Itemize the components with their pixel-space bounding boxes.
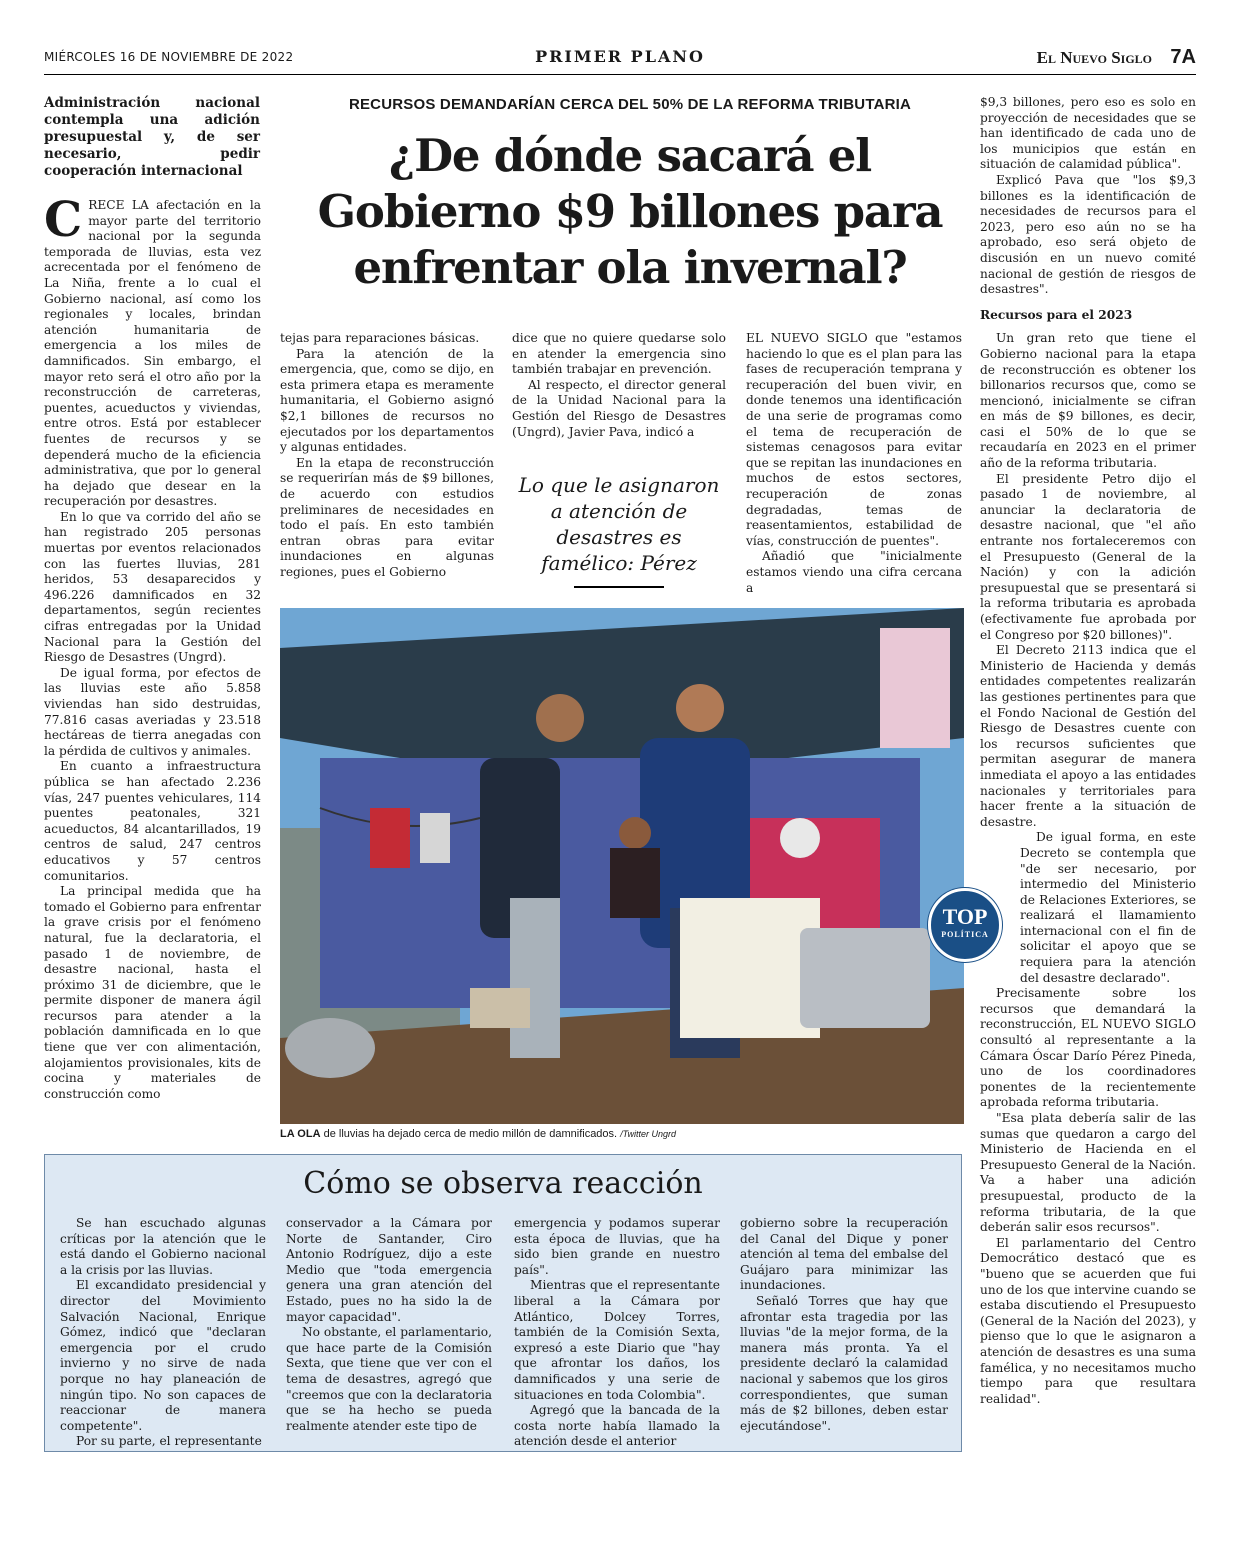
paragraph: Se han escuchado algunas críticas por la atención que le está dando el Gobierno nacional a la crisis por las lluvias. [60,1216,266,1277]
article-column-2 [280,331,494,581]
article-column-4 [746,331,962,596]
paragraph: $9,3 billones, pero eso es solo en proyección de necesidades que se han identificado de cada uno de los municipios que están en situación de calamidad pública". [980,95,1196,172]
article-headline: ¿De dónde sacará el Gobierno $9 billones para enfrentar ola invernal? [317,129,943,294]
paragraph: emergencia y podamos superar esta época de lluvias, que ha sido bien grande en nuestro país". [514,1216,720,1277]
paragraph: EL NUEVO SIGLO que "estamos haciendo lo que es el plan para las fases de recuperación temprana y recuperación del buen vivir, en donde tenemos una identificación de una serie de programas como el tema de recuperación de sistemas cenagosos para evitar que se repitan las inundaciones en muchos de estos sectores, recuperación de zonas degradadas, temas de reasentamientos, estabilidad de vías, construcción de puentes". [746,331,962,548]
badge-section-text: POLÍTICA [941,930,989,939]
sidebar-title: Cómo se observa reacción [303,1166,703,1201]
photo-caption [280,1128,676,1140]
paragraph: Explicó Pava que "los $9,3 billones es la identificación de necesidades de recursos para el 2023, pero eso aún no se ha aprobado, eso será objeto de discusión en un nuevo comité nacional de gestión de riesgos de desastres". [980,172,1196,297]
news-photo [280,608,964,1124]
sidebar-column-1 [60,1216,266,1450]
article-kicker: RECURSOS DEMANDARÍAN CERCA DEL 50% DE LA REFORMA TRIBUTARIA [348,96,912,113]
paragraph: Un gran reto que tiene el Gobierno nacional para la etapa de reconstrucción es obtener los billonarios recursos que, como se mencionó, inicialmente se cifran en más de $9 billones, es decir, casi el 50% de lo que se recaudaría en 2023 en el primer año de la reforma tributaria. [980,331,1196,471]
article-column-3 [512,331,726,440]
badge-top-text: TOP [942,904,988,929]
issue-date: MIÉRCOLES 16 DE NOVIEMBRE DE 2022 [44,50,294,64]
caption-lead: LA OLA [280,1128,321,1140]
top-politica-badge [928,888,1002,962]
paragraph: Precisamente sobre los recursos que demandará la reconstrucción, EL NUEVO SIGLO consultó al representante a la Cámara Óscar Darío Pérez Pineda, uno de los coordinadores ponentes de la recientemente aprobada reforma tributaria. [980,986,1196,1110]
sidebar-column-3 [514,1216,720,1450]
article-column-5 [980,95,1196,1407]
newspaper-name: El Nuevo Siglo [1036,48,1152,67]
section-name: PRIMER PLANO [535,47,705,66]
paragraph: Para la atención de la emergencia, que, como se dijo, en esta primera etapa es meramente humanitaria, el Gobierno asignó $2,1 billones de recursos no ejecutados por los departamentos y algunas entidades. [280,346,494,455]
paragraph: dice que no quiere quedarse solo en atender la emergencia sino también trabajar en prevención. [512,331,726,377]
paragraph: RECE LA afectación en la mayor parte del territorio nacional por la segunda temporada de lluvias, esta vez acrecentada por el fenómeno de La Niña, frente a lo cual el Gobierno nacional, así como los regionales y locales, brindan atención humanitaria de emergencia a los miles de damnificados. Sin embargo, el mayor reto será el otro año por la reconstrucción de carreteras, puentes, acueductos y viviendas, entre otros. Está por establecer fuentes de recursos y se dependerá mucho de la eficiencia administrativa, que por lo general ha dejado que desear en la recuperación por desastres. [44,198,261,509]
paragraph: No obstante, el parlamentario, que hace parte de la Comisión Sexta, que tiene que ver con el tema de desastres, agregó que "creemos que con la declaratoria que se ha hecho se pueda realmente atender este tipo de [286,1325,492,1433]
header-rule [44,74,1196,75]
paragraph: tejas para reparaciones básicas. [280,331,480,345]
paragraph: De igual forma, por efectos de las lluvias este año 5.858 viviendas han sido destruidas, 77.816 casas averiadas y 23.518 hectáreas de tierra anegadas con la pérdida de cultivos y animales. [44,665,261,758]
sidebar-column-4 [740,1216,948,1434]
paragraph: conservador a la Cámara por Norte de Santander, Ciro Antonio Rodríguez, dijo a este Medio que "toda emergencia genera una gran atención del Estado, pues no ha sido la de mayor capacidad". [286,1216,492,1324]
paragraph: Mientras que el representante liberal a la Cámara por Atlántico, Dolcey Torres, también de la Comisión Sexta, expresó a este Diario que "hay que afrontar los daños, los damnificados y una serie de situaciones en toda Colombia". [514,1278,720,1402]
paragraph: En lo que va corrido del año se han registrado 205 personas muertas por eventos relacionados con las fuertes lluvias, 281 heridos, 53 desaparecidos y 496.226 damnificados en 32 departamentos, según recientes cifras entregadas por la Unidad Nacional para la Gestión del Riesgo de Desastres (Ungrd). [44,509,261,665]
paragraph: Agregó que la bancada de la costa norte había llamado la atención desde el anterior [514,1403,720,1449]
article-deck: Administración nacional contempla una adición presupuestal y, de ser necesario, pedir cooperación internacional [44,95,260,179]
paragraph: El excandidato presidencial y director del Movimiento Salvación Nacional, Enrique Gómez, indicó que "declaran emergencia por el crudo invierno y no sirve de nada porque no hay planeación de ningún tipo. No son capaces de reaccionar de manera competente". [60,1278,266,1433]
paragraph: Por su parte, el representante [76,1434,262,1449]
paragraph: En la etapa de reconstrucción se requerirían más de $9 billones, de acuerdo con estudios preliminares de necesidades en todo el país. En esto también entran obras para evitar inundaciones en algunas regiones, pues el Gobierno [280,455,494,579]
paragraph: La principal medida que ha tomado el Gobierno para enfrentar la grave crisis por el fenómeno natural, fue la declaratoria, el pasado 1 de noviembre, de desastre nacional, hasta el próximo 31 de diciembre, que le permite disponer de manera ágil recursos para atender a la población damnificada en lo que tiene que ver con alimentación, alojamientos provisionales, kits de cocina y materiales de construcción como [44,884,261,1101]
caption-credit: /Twitter Ungrd [620,1129,677,1139]
paragraph: Señaló Torres que hay que afrontar esta tragedia por las lluvias "de la mejor forma, de la manera más pronta. Ya el presidente declaró la calamidad nacional y sabemos que los giros correspondientes, que suman más de $2 billones, deben estar ejecutándose". [740,1293,948,1433]
sidebar-column-2 [286,1216,492,1434]
paragraph: En cuanto a infraestructura pública se han afectado 2.236 vías, 247 puentes vehiculares, 114 puentes peatonales, 321 acueductos, 84 alcantarillados, 19 centros de salud, 247 centros educativos y 57 centros comunitarios. [44,759,261,883]
drop-cap: C [44,192,83,248]
subheading: Recursos para el 2023 [980,307,1133,322]
paragraph: El parlamentario del Centro Democrático destacó que es "bueno que se acuerden que fui uno de los que intervine cuando se estaba discutiendo el Presupuesto (General de la Nación del 2023), y pienso que lo que le asignaron a atención de desastres es una suma famélica, y no necesitamos mucho tiempo para que resultara realidad". [980,1235,1196,1406]
paragraph: Al respecto, el director general de la Unidad Nacional para la Gestión del Riesgo de Desastres (Ungrd), Javier Pava, indicó a [512,377,726,439]
page-number: 7A [1170,46,1196,68]
pull-quote-rule [574,586,664,588]
article-column-1 [44,192,261,1102]
paragraph: Añadió que "inicialmente estamos viendo una cifra cercana a [746,549,962,595]
paragraph: "Esa plata debería salir de las sumas que quedaron a cargo del Ministerio de Hacienda en el Presupuesto General de la Nación. Va a haber una adición presupuestal, producto de la reforma tributaria, de la que deberán salir esos recursos". [980,1111,1196,1235]
pull-quote [512,472,726,588]
paragraph: De igual forma, en este Decreto se contempla que "de ser necesario, por intermedio del Ministerio de Relaciones Exteriores, se realizará el llamamiento internacional con el fin de solicitar el apoyo que se requiera para la atención del desastre declarado". [1020,830,1196,985]
pull-quote-text: Lo que le asignaron a atención de desastres es famélico: Pérez [518,473,720,575]
paragraph: El Decreto 2113 indica que el Ministerio de Hacienda y demás entidades competentes realizarán las gestiones pertinentes para que el Fondo Nacional de Gestión del Riesgo de Desastres cuente con los recursos suficientes que permitan asegurar de manera inmediata el apoyo a las entidades nacionales y territoriales para hacer frente a la situación de desastre. [980,643,1196,829]
paragraph: El presidente Petro dijo el pasado 1 de noviembre, al anunciar la declaratoria de desastre nacional, que "el año entrante nos fortaleceremos con el Presupuesto (General de la Nación) y con la adición presupuestal que se presentará si la reforma tributaria es aprobada (efectivamente fue aprobada por el Congreso por $20 billones)". [980,471,1196,642]
paragraph: gobierno sobre la recuperación del Canal del Dique y poner atención al tema del embalse del Guájaro para minimizar las inundaciones. [740,1216,948,1293]
caption-text: de lluvias ha dejado cerca de medio millón de damnificados. [323,1128,618,1140]
